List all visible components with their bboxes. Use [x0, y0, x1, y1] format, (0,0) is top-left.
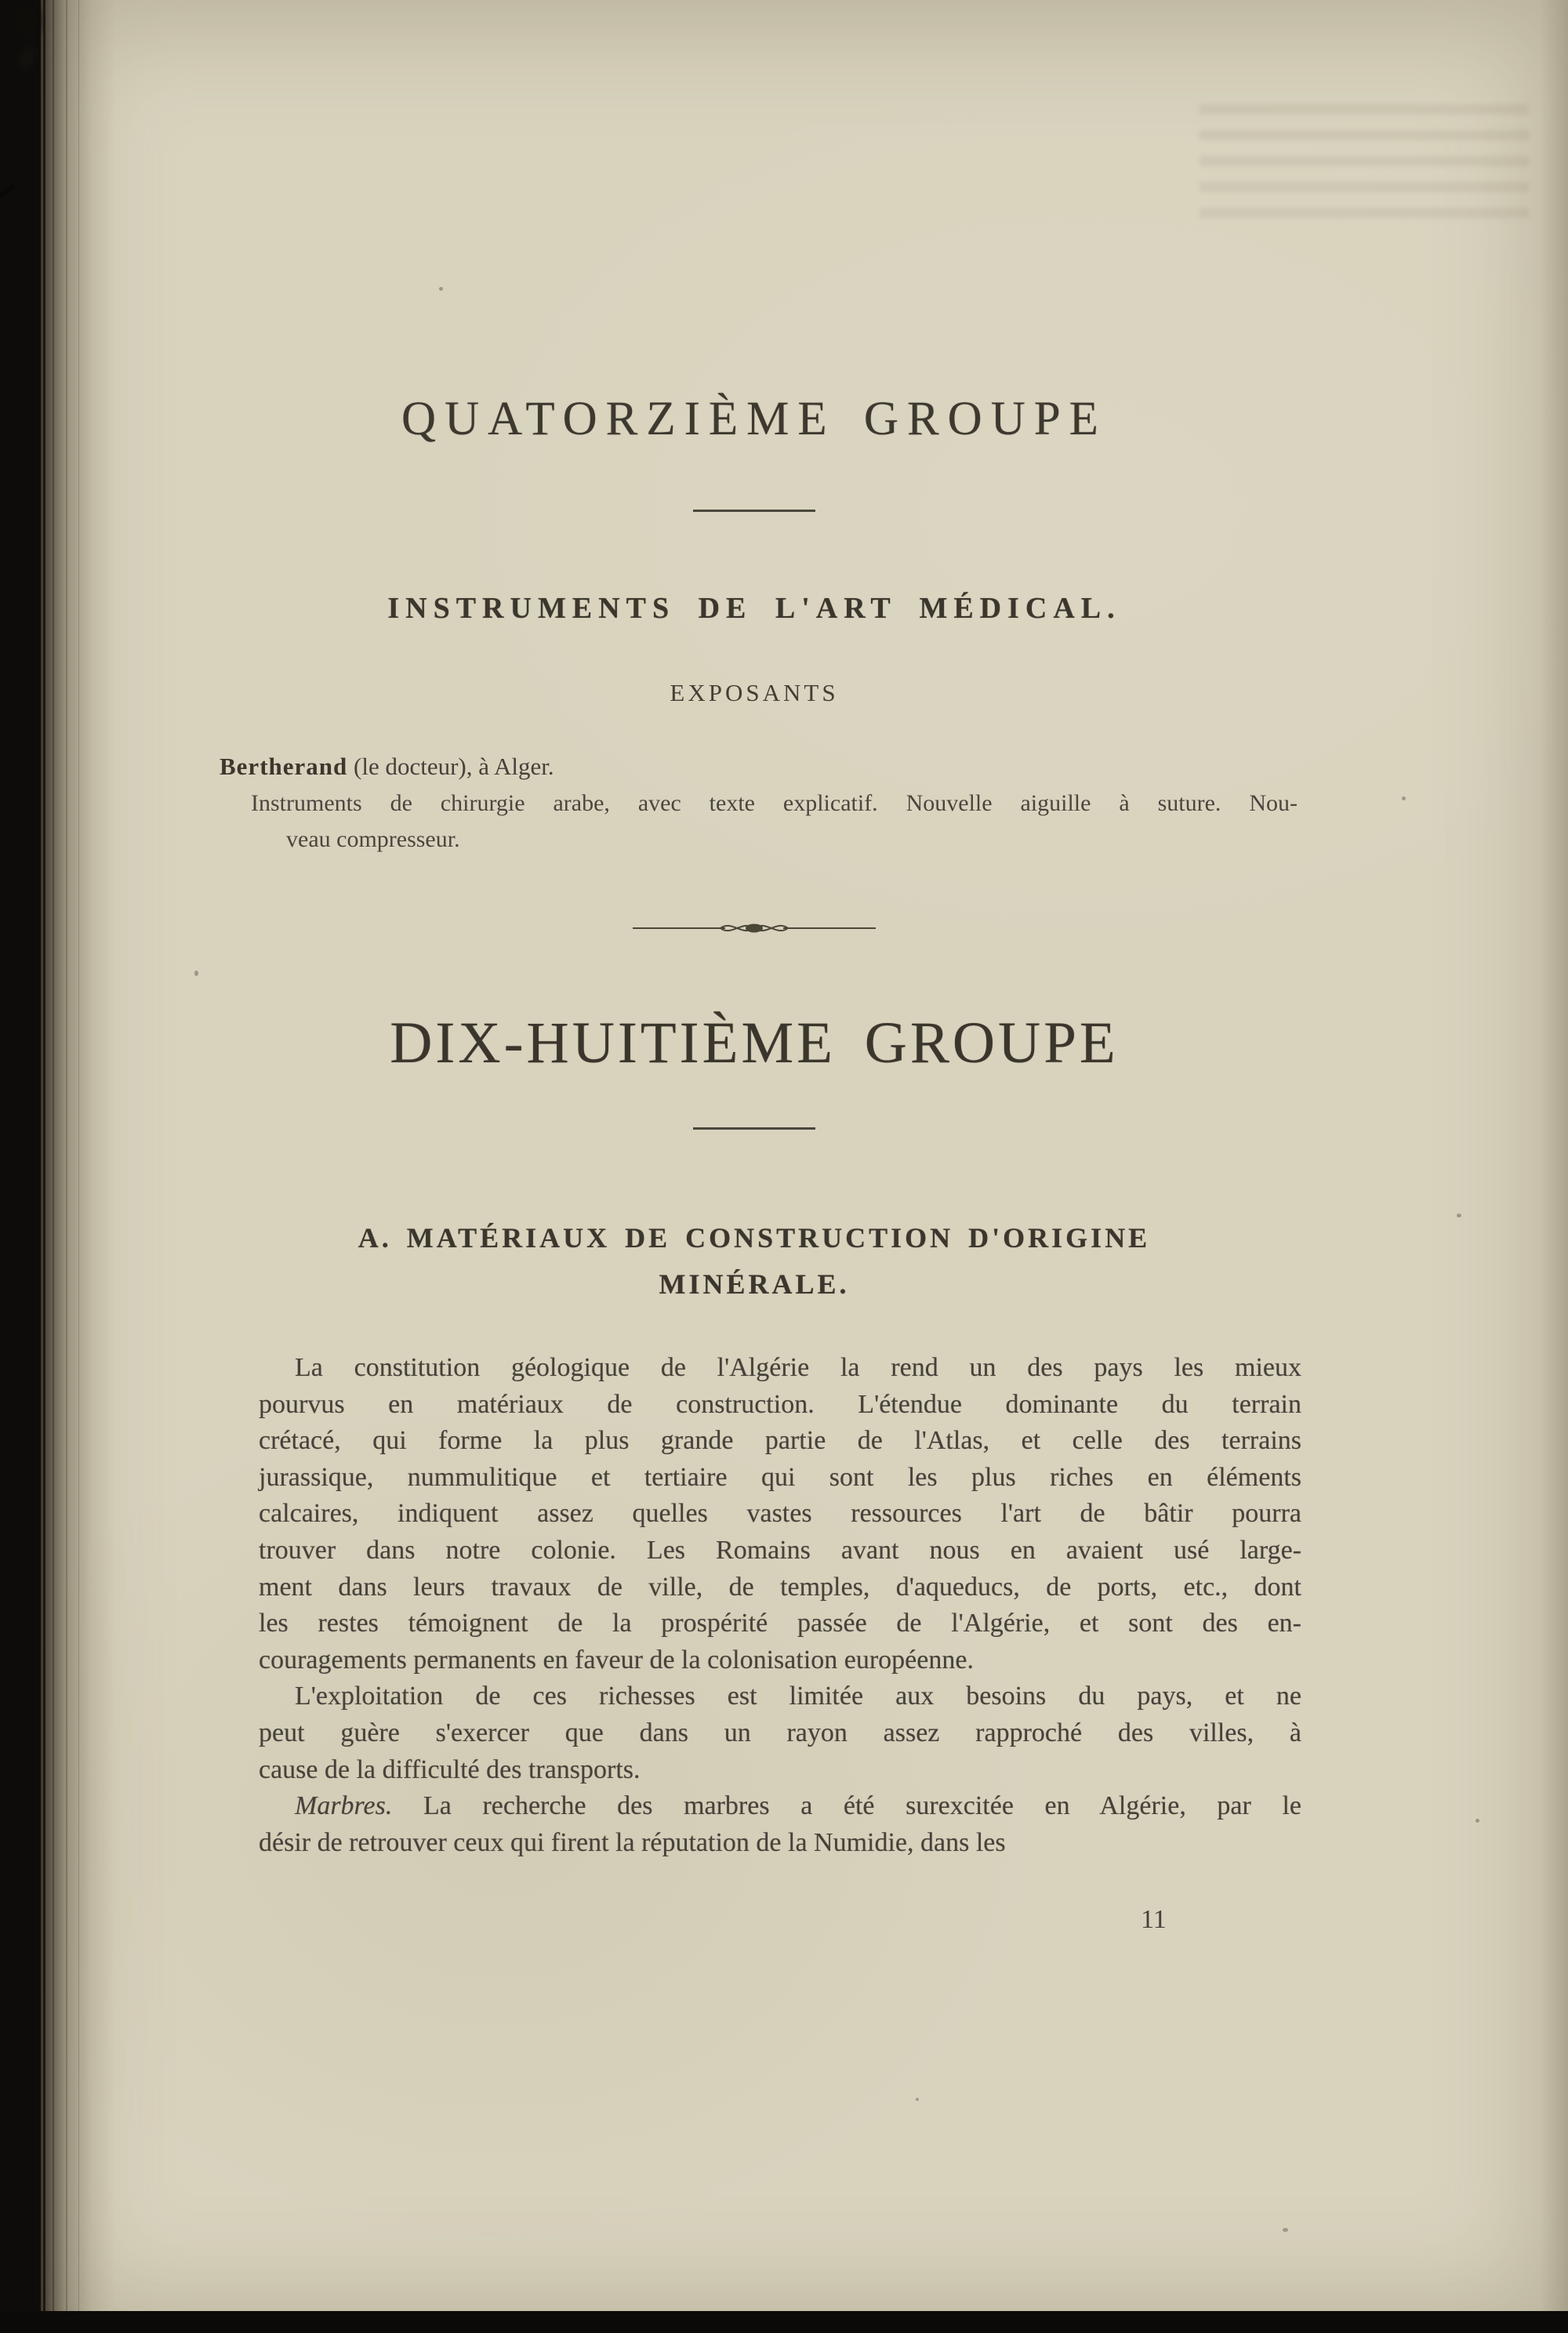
body-text — [259, 1350, 1301, 1861]
title-rule — [693, 1127, 815, 1130]
body-line: ment dans leurs travaux de ville, de temples, d'aqueducs, de ports, etc., dont — [259, 1572, 1301, 1602]
corner-smudge — [11, 38, 44, 78]
exhibitor-name: Bertherand — [220, 753, 348, 780]
marbres-lead: Marbres. — [295, 1791, 393, 1821]
paragraph-geology — [259, 1350, 1301, 1678]
paragraph-marbres — [259, 1788, 1301, 1861]
exposants-label: EXPOSANTS — [670, 679, 839, 706]
body-line: désir de retrouver ceux qui firent la réputation de la Numidie, dans les — [259, 1827, 1006, 1857]
exhibitor-details: (le docteur), à Alger. — [347, 753, 554, 780]
section-heading-line: A. MATÉRIAUX DE CONSTRUCTION D'ORIGINE — [358, 1222, 1151, 1254]
body-line: les restes témoignent de la prospérité passée de l'Algérie, et sont des en- — [259, 1609, 1301, 1638]
scan-bottom-edge — [0, 2311, 1568, 2333]
group14-section-heading: INSTRUMENTS DE L'ART MÉDICAL. — [387, 592, 1121, 625]
page-content — [204, 0, 1305, 2333]
body-line: La constitution géologique de l'Algérie la rend un des pays les mieux — [295, 1353, 1301, 1382]
body-line: trouver dans notre colonie. Les Romains avant nous en avaient usé large- — [259, 1535, 1301, 1565]
group18-section-heading — [204, 1215, 1305, 1308]
body-line — [259, 1788, 1301, 1825]
group18-title: DIX-HUITIÈME GROUPE — [390, 1010, 1119, 1076]
body-line: cause de la difficulté des transports. — [259, 1754, 641, 1784]
edge-mark — [0, 183, 16, 198]
body-line-text: La recherche des marbres a été surexcitée en Algérie, par le — [392, 1791, 1301, 1821]
body-line: pourvus en matériaux de construction. L'étendue dominante du terrain — [259, 1389, 1301, 1419]
body-line: L'exploitation de ces richesses est limitée aux besoins du pays, et ne — [295, 1682, 1301, 1711]
group14-title: QUATORZIÈME GROUPE — [401, 393, 1107, 445]
title-rule — [693, 510, 815, 512]
page-number: 11 — [1141, 1905, 1167, 1934]
body-line: crétacé, qui forme la plus grande partie de l'Atlas, et celle des terrains — [259, 1426, 1301, 1456]
body-line: couragements permanents en faveur de la colonisation européenne. — [259, 1645, 974, 1674]
section-heading-line: MINÉRALE. — [659, 1268, 850, 1300]
paragraph-exploitation — [259, 1678, 1301, 1788]
ornamental-divider-icon — [633, 917, 876, 938]
corner-smudge — [5, 0, 45, 49]
body-line: jurassique, nummulitique et tertiaire qui sont les plus riches en éléments — [259, 1462, 1301, 1492]
body-line: calcaires, indiquent assez quelles vastes ressources l'art de bâtir pourra — [259, 1499, 1301, 1529]
exhibit-description-line: Instruments de chirurgie arabe, avec texte explicatif. Nouvelle aiguille à suture. Nou- — [251, 790, 1298, 816]
body-line: peut guère s'exercer que dans un rayon assez rapproché des villes, à — [259, 1718, 1301, 1747]
exhibit-description-line: veau compresseur. — [286, 826, 460, 852]
exhibitor-entry — [220, 753, 1286, 781]
